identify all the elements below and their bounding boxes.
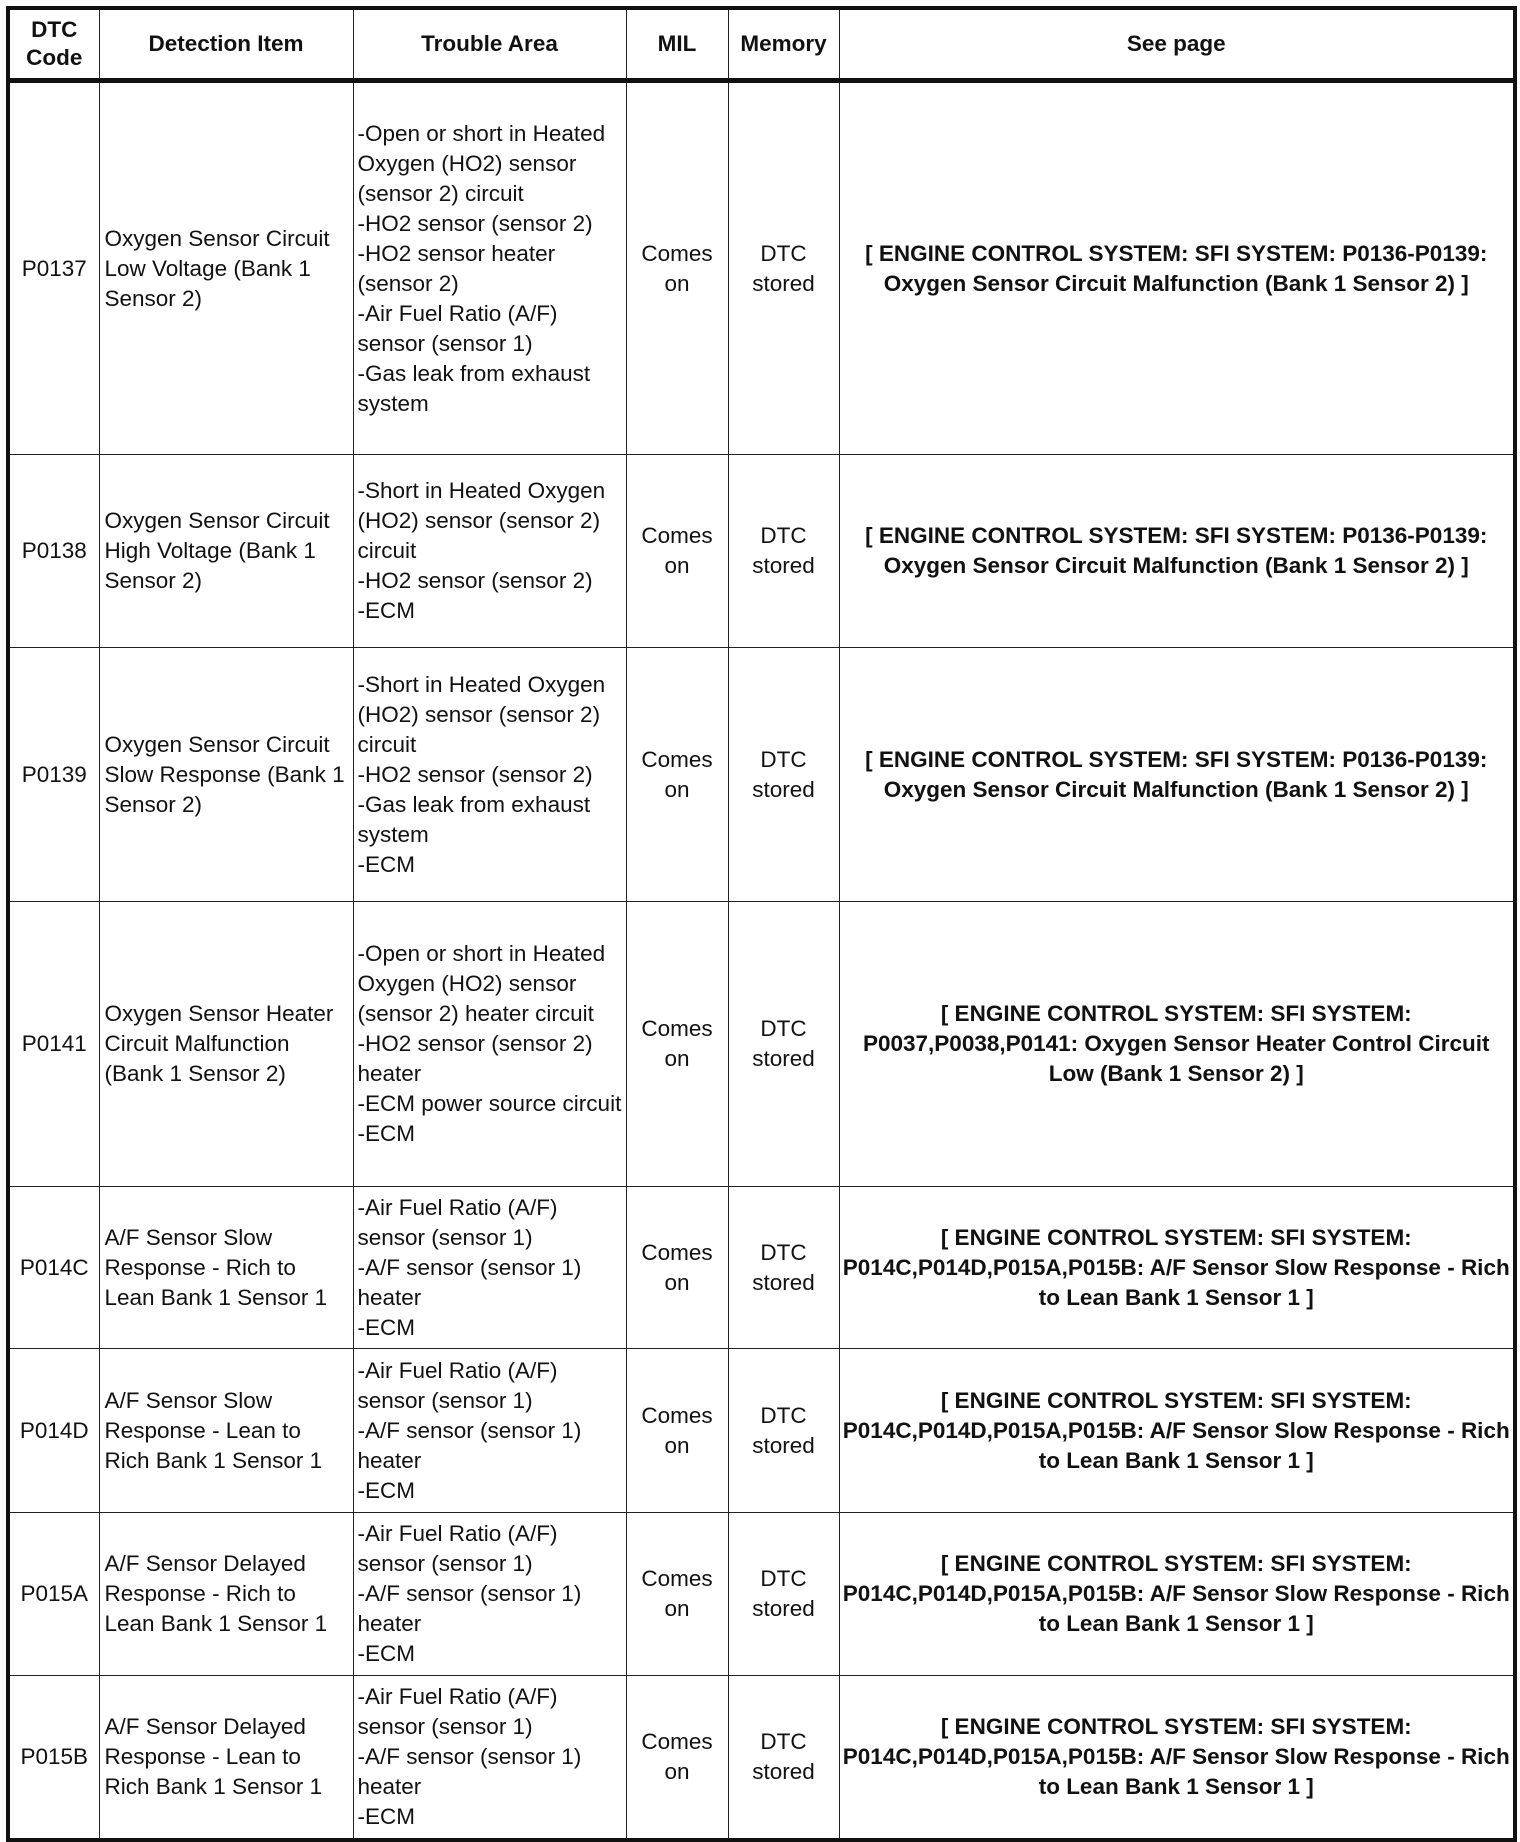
trouble-area-item: -HO2 sensor (sensor 2) heater <box>357 1031 593 1086</box>
trouble-area-item: -Air Fuel Ratio (A/F) sensor (sensor 1) <box>357 1683 558 1739</box>
trouble-area-item: -ECM power source circuit <box>357 1091 622 1116</box>
see-page-link[interactable]: [ ENGINE CONTROL SYSTEM: SFI SYSTEM: P014C,P014D,P015A,P015B: A/F Sensor Slow Response - Rich to Lean Bank 1 Sensor 1 ] <box>839 1513 1515 1676</box>
trouble-area-item: -ECM <box>357 1121 415 1146</box>
table-row <box>8 1187 1515 1349</box>
see-page-link[interactable]: [ ENGINE CONTROL SYSTEM: SFI SYSTEM: P014C,P014D,P015A,P015B: A/F Sensor Slow Response - Rich to Lean Bank 1 Sensor 1 ] <box>839 1349 1515 1513</box>
memory-status: DTC stored <box>728 648 839 902</box>
trouble-area-item: -Air Fuel Ratio (A/F) sensor (sensor 1) <box>357 1357 558 1413</box>
table-row <box>8 1676 1515 1840</box>
trouble-area-item: -HO2 sensor heater (sensor 2) <box>357 240 556 296</box>
trouble-area <box>353 81 626 455</box>
mil-status: Comes on <box>626 902 728 1187</box>
see-page-link[interactable]: [ ENGINE CONTROL SYSTEM: SFI SYSTEM: P0136-P0139: Oxygen Sensor Circuit Malfunction (Bank 1 Sensor 2) ] <box>839 648 1515 902</box>
trouble-area-item: -ECM <box>357 1314 415 1340</box>
detection-item: Oxygen Sensor Circuit Slow Response (Bank 1 Sensor 2) <box>99 648 353 902</box>
memory-status: DTC stored <box>728 902 839 1187</box>
dtc-code: P0139 <box>8 648 99 902</box>
dtc-code: P014C <box>8 1187 99 1349</box>
header-memory: Memory <box>728 8 839 81</box>
mil-status: Comes on <box>626 1676 728 1840</box>
trouble-area <box>353 902 626 1187</box>
header-dtc-code: DTC Code <box>8 8 99 81</box>
trouble-area <box>353 1349 626 1513</box>
trouble-area-item: -Short in Heated Oxygen (HO2) sensor (sensor 2) circuit <box>357 478 606 563</box>
table-row <box>8 455 1515 648</box>
dtc-code: P0138 <box>8 455 99 648</box>
trouble-area-item: -ECM <box>357 1641 415 1666</box>
trouble-area-item: -Short in Heated Oxygen (HO2) sensor (sensor 2) circuit <box>357 671 606 757</box>
header-row <box>8 8 1515 81</box>
trouble-area-item: -Air Fuel Ratio (A/F) sensor (sensor 1) <box>357 1521 558 1576</box>
see-page-link[interactable]: [ ENGINE CONTROL SYSTEM: SFI SYSTEM: P0136-P0139: Oxygen Sensor Circuit Malfunction (Bank 1 Sensor 2) ] <box>839 455 1515 648</box>
memory-status: DTC stored <box>728 1513 839 1676</box>
memory-status: DTC stored <box>728 1187 839 1349</box>
dtc-code: P014D <box>8 1349 99 1513</box>
trouble-area-item: -Air Fuel Ratio (A/F) sensor (sensor 1) <box>357 300 558 356</box>
mil-status: Comes on <box>626 1349 728 1513</box>
see-page-link[interactable]: [ ENGINE CONTROL SYSTEM: SFI SYSTEM: P014C,P014D,P015A,P015B: A/F Sensor Slow Response - Rich to Lean Bank 1 Sensor 1 ] <box>839 1187 1515 1349</box>
mil-status: Comes on <box>626 648 728 902</box>
trouble-area <box>353 1187 626 1349</box>
table-row <box>8 902 1515 1187</box>
table-row <box>8 1513 1515 1676</box>
detection-item: Oxygen Sensor Circuit High Voltage (Bank 1 Sensor 2) <box>99 455 353 648</box>
trouble-area-item: -Gas leak from exhaust system <box>357 360 591 416</box>
see-page-link[interactable]: [ ENGINE CONTROL SYSTEM: SFI SYSTEM: P0136-P0139: Oxygen Sensor Circuit Malfunction (Bank 1 Sensor 2) ] <box>839 81 1515 455</box>
header-mil: MIL <box>626 8 728 81</box>
trouble-area-item: -ECM <box>357 598 415 623</box>
trouble-area <box>353 455 626 648</box>
trouble-area-item: -ECM <box>357 1477 415 1503</box>
memory-status: DTC stored <box>728 81 839 455</box>
detection-item: A/F Sensor Delayed Response - Rich to Lean Bank 1 Sensor 1 <box>99 1513 353 1676</box>
detection-item: Oxygen Sensor Heater Circuit Malfunction (Bank 1 Sensor 2) <box>99 902 353 1187</box>
trouble-area-item: -A/F sensor (sensor 1) heater <box>357 1417 582 1473</box>
trouble-area-item: -Gas leak from exhaust system <box>357 791 591 847</box>
see-page-link[interactable]: [ ENGINE CONTROL SYSTEM: SFI SYSTEM: P014C,P014D,P015A,P015B: A/F Sensor Slow Response - Rich to Lean Bank 1 Sensor 1 ] <box>839 1676 1515 1840</box>
trouble-area-item: -Open or short in Heated Oxygen (HO2) sensor (sensor 2) circuit <box>357 120 606 206</box>
trouble-area-item: -A/F sensor (sensor 1) heater <box>357 1581 582 1636</box>
memory-status: DTC stored <box>728 1349 839 1513</box>
header-trouble-area: Trouble Area <box>353 8 626 81</box>
header-see-page: See page <box>839 8 1515 81</box>
dtc-code: P015A <box>8 1513 99 1676</box>
trouble-area-item: -HO2 sensor (sensor 2) <box>357 210 593 236</box>
trouble-area-item: -Open or short in Heated Oxygen (HO2) sensor (sensor 2) heater circuit <box>357 941 606 1026</box>
trouble-area-item: -HO2 sensor (sensor 2) <box>357 568 593 593</box>
dtc-code: P0141 <box>8 902 99 1187</box>
memory-status: DTC stored <box>728 1676 839 1840</box>
trouble-area-item: -HO2 sensor (sensor 2) <box>357 761 593 787</box>
detection-item: A/F Sensor Slow Response - Lean to Rich Bank 1 Sensor 1 <box>99 1349 353 1513</box>
trouble-area <box>353 648 626 902</box>
detection-item: Oxygen Sensor Circuit Low Voltage (Bank 1 Sensor 2) <box>99 81 353 455</box>
trouble-area-item: -A/F sensor (sensor 1) heater <box>357 1743 582 1799</box>
detection-item: A/F Sensor Slow Response - Rich to Lean Bank 1 Sensor 1 <box>99 1187 353 1349</box>
header-detection-item: Detection Item <box>99 8 353 81</box>
table-row <box>8 1349 1515 1513</box>
see-page-link[interactable]: [ ENGINE CONTROL SYSTEM: SFI SYSTEM: P0037,P0038,P0141: Oxygen Sensor Heater Control Circuit Low (Bank 1 Sensor 2) ] <box>839 902 1515 1187</box>
trouble-area <box>353 1676 626 1840</box>
dtc-code: P015B <box>8 1676 99 1840</box>
trouble-area-item: -ECM <box>357 851 415 877</box>
mil-status: Comes on <box>626 1513 728 1676</box>
trouble-area <box>353 1513 626 1676</box>
table-row <box>8 648 1515 902</box>
trouble-area-item: -ECM <box>357 1803 415 1829</box>
memory-status: DTC stored <box>728 455 839 648</box>
trouble-area-item: -Air Fuel Ratio (A/F) sensor (sensor 1) <box>357 1194 558 1250</box>
detection-item: A/F Sensor Delayed Response - Lean to Rich Bank 1 Sensor 1 <box>99 1676 353 1840</box>
mil-status: Comes on <box>626 81 728 455</box>
mil-status: Comes on <box>626 455 728 648</box>
table-row <box>8 81 1515 455</box>
dtc-table <box>6 6 1517 1842</box>
trouble-area-item: -A/F sensor (sensor 1) heater <box>357 1254 582 1310</box>
mil-status: Comes on <box>626 1187 728 1349</box>
dtc-code: P0137 <box>8 81 99 455</box>
